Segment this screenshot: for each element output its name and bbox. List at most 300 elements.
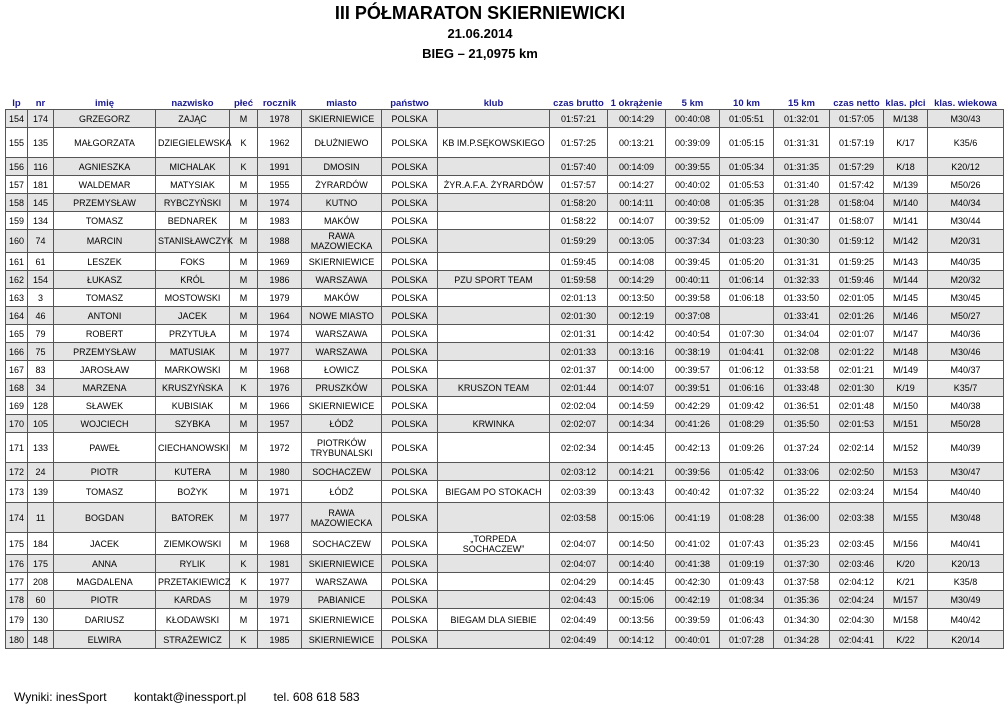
table-row <box>6 481 1004 503</box>
race-distance: BIEG – 21,0975 km <box>422 46 538 61</box>
cell-gross-time: 02:03:58 <box>550 503 608 533</box>
cell-last-name: FOKS <box>156 253 230 271</box>
cell-city: RAWA MAZOWIECKA <box>302 230 382 253</box>
col-header-birth-year: rocznik <box>258 91 302 110</box>
cell-birth-year: 1986 <box>258 271 302 289</box>
cell-split-5km: 00:37:34 <box>666 230 720 253</box>
cell-club <box>438 503 550 533</box>
cell-net-time: 02:03:45 <box>830 533 884 555</box>
cell-split-5km: 00:41:38 <box>666 555 720 573</box>
cell-first-name: DARIUSZ <box>54 609 156 631</box>
cell-split-5km: 00:42:29 <box>666 397 720 415</box>
col-header-country: państwo <box>382 91 438 110</box>
cell-lp: 159 <box>6 212 28 230</box>
cell-lp: 180 <box>6 631 28 649</box>
cell-split-10km: 01:09:26 <box>720 433 774 463</box>
cell-age-rank: M20/31 <box>928 230 1004 253</box>
cell-age-rank: M40/40 <box>928 481 1004 503</box>
cell-gender-rank: M/138 <box>884 110 928 128</box>
cell-split-10km: 01:08:28 <box>720 503 774 533</box>
event-date: 21.06.2014 <box>447 26 513 41</box>
cell-last-name: MATYSIAK <box>156 176 230 194</box>
cell-first-name: MARZENA <box>54 379 156 397</box>
cell-gender-rank: M/151 <box>884 415 928 433</box>
cell-bib-number: 3 <box>28 289 54 307</box>
cell-net-time: 02:04:12 <box>830 573 884 591</box>
cell-gender: M <box>230 397 258 415</box>
cell-gender: M <box>230 361 258 379</box>
cell-city: WARSZAWA <box>302 343 382 361</box>
cell-lap-1: 00:13:16 <box>608 343 666 361</box>
cell-country: POLSKA <box>382 503 438 533</box>
cell-split-15km: 01:33:50 <box>774 289 830 307</box>
col-header-last-name: nazwisko <box>156 91 230 110</box>
cell-split-15km: 01:32:33 <box>774 271 830 289</box>
cell-lap-1: 00:13:56 <box>608 609 666 631</box>
cell-split-10km: 01:05:53 <box>720 176 774 194</box>
cell-split-15km: 01:35:23 <box>774 533 830 555</box>
cell-age-rank: M50/26 <box>928 176 1004 194</box>
cell-gender-rank: K/20 <box>884 555 928 573</box>
cell-country: POLSKA <box>382 591 438 609</box>
cell-gender: M <box>230 609 258 631</box>
cell-gross-time: 02:04:29 <box>550 573 608 591</box>
cell-lp: 166 <box>6 343 28 361</box>
cell-age-rank: K20/12 <box>928 158 1004 176</box>
cell-gross-time: 02:01:13 <box>550 289 608 307</box>
cell-age-rank: M40/41 <box>928 533 1004 555</box>
cell-gross-time: 02:02:07 <box>550 415 608 433</box>
cell-lp: 164 <box>6 307 28 325</box>
col-header-5km: 5 km <box>666 91 720 110</box>
cell-split-10km: 01:06:43 <box>720 609 774 631</box>
cell-lp: 177 <box>6 573 28 591</box>
cell-split-5km: 00:42:13 <box>666 433 720 463</box>
table-row <box>6 253 1004 271</box>
cell-first-name: WALDEMAR <box>54 176 156 194</box>
cell-club <box>438 433 550 463</box>
cell-bib-number: 154 <box>28 271 54 289</box>
cell-lp: 168 <box>6 379 28 397</box>
cell-country: POLSKA <box>382 533 438 555</box>
cell-gross-time: 01:58:22 <box>550 212 608 230</box>
cell-lp: 154 <box>6 110 28 128</box>
cell-gender-rank: M/139 <box>884 176 928 194</box>
cell-gross-time: 02:03:39 <box>550 481 608 503</box>
cell-last-name: JACEK <box>156 307 230 325</box>
cell-birth-year: 1978 <box>258 110 302 128</box>
cell-birth-year: 1979 <box>258 591 302 609</box>
cell-gender: M <box>230 503 258 533</box>
col-header-age-rank: klas. wiekowa <box>928 91 1004 110</box>
cell-lap-1: 00:13:43 <box>608 481 666 503</box>
cell-club: KRWINKA <box>438 415 550 433</box>
cell-lap-1: 00:15:06 <box>608 503 666 533</box>
cell-first-name: MARCIN <box>54 230 156 253</box>
cell-bib-number: 105 <box>28 415 54 433</box>
cell-gender-rank: M/158 <box>884 609 928 631</box>
cell-city: DŁUŻNIEWO <box>302 128 382 158</box>
cell-lp: 175 <box>6 533 28 555</box>
cell-club <box>438 110 550 128</box>
cell-split-10km: 01:08:34 <box>720 591 774 609</box>
cell-split-15km: 01:31:31 <box>774 128 830 158</box>
cell-age-rank: K20/14 <box>928 631 1004 649</box>
cell-gross-time: 02:04:07 <box>550 555 608 573</box>
cell-city: ŁÓDŹ <box>302 415 382 433</box>
cell-gross-time: 01:58:20 <box>550 194 608 212</box>
cell-city: SKIERNIEWICE <box>302 609 382 631</box>
cell-first-name: ROBERT <box>54 325 156 343</box>
cell-gender-rank: M/154 <box>884 481 928 503</box>
cell-birth-year: 1977 <box>258 343 302 361</box>
cell-gender: M <box>230 230 258 253</box>
footer-contact-email: kontakt@inessport.pl <box>133 690 247 704</box>
cell-club: BIEGAM PO STOKACH <box>438 481 550 503</box>
cell-gross-time: 01:57:25 <box>550 128 608 158</box>
cell-gross-time: 02:03:12 <box>550 463 608 481</box>
cell-club <box>438 361 550 379</box>
table-row <box>6 343 1004 361</box>
cell-split-5km: 00:38:19 <box>666 343 720 361</box>
cell-split-15km: 01:31:31 <box>774 253 830 271</box>
cell-city: MAKÓW <box>302 289 382 307</box>
col-header-net-time: czas netto <box>830 91 884 110</box>
cell-country: POLSKA <box>382 325 438 343</box>
cell-city: SOCHACZEW <box>302 533 382 555</box>
cell-bib-number: 133 <box>28 433 54 463</box>
cell-gender-rank: M/147 <box>884 325 928 343</box>
cell-split-5km: 00:39:52 <box>666 212 720 230</box>
cell-birth-year: 1977 <box>258 503 302 533</box>
cell-gender-rank: M/149 <box>884 361 928 379</box>
cell-split-5km: 00:40:01 <box>666 631 720 649</box>
cell-gender-rank: M/145 <box>884 289 928 307</box>
cell-last-name: MARKOWSKI <box>156 361 230 379</box>
cell-net-time: 02:01:53 <box>830 415 884 433</box>
cell-bib-number: 145 <box>28 194 54 212</box>
cell-first-name: PIOTR <box>54 591 156 609</box>
cell-split-15km: 01:32:01 <box>774 110 830 128</box>
cell-lap-1: 00:14:45 <box>608 433 666 463</box>
cell-split-15km: 01:35:50 <box>774 415 830 433</box>
cell-last-name: MOSTOWSKI <box>156 289 230 307</box>
cell-lap-1: 00:14:34 <box>608 415 666 433</box>
cell-age-rank: M40/38 <box>928 397 1004 415</box>
cell-first-name: MAGDALENA <box>54 573 156 591</box>
cell-split-15km: 01:34:30 <box>774 609 830 631</box>
cell-country: POLSKA <box>382 397 438 415</box>
cell-lap-1: 00:14:00 <box>608 361 666 379</box>
cell-lap-1: 00:14:27 <box>608 176 666 194</box>
cell-lp: 165 <box>6 325 28 343</box>
cell-lap-1: 00:15:06 <box>608 591 666 609</box>
cell-age-rank: M40/35 <box>928 253 1004 271</box>
cell-lap-1: 00:14:07 <box>608 212 666 230</box>
cell-gender: M <box>230 194 258 212</box>
cell-lap-1: 00:14:21 <box>608 463 666 481</box>
table-row <box>6 415 1004 433</box>
event-title: III PÓŁMARATON SKIERNIEWICKI <box>334 3 626 23</box>
cell-net-time: 01:59:46 <box>830 271 884 289</box>
table-row <box>6 271 1004 289</box>
cell-gender: K <box>230 158 258 176</box>
cell-split-15km: 01:34:04 <box>774 325 830 343</box>
cell-birth-year: 1971 <box>258 481 302 503</box>
table-row <box>6 361 1004 379</box>
header-row <box>6 91 1004 110</box>
cell-first-name: SŁAWEK <box>54 397 156 415</box>
cell-last-name: KARDAS <box>156 591 230 609</box>
cell-gender-rank: K/19 <box>884 379 928 397</box>
cell-first-name: PAWEŁ <box>54 433 156 463</box>
cell-gross-time: 02:04:43 <box>550 591 608 609</box>
col-header-first-name: imię <box>54 91 156 110</box>
cell-birth-year: 1991 <box>258 158 302 176</box>
cell-last-name: DZIEGIELEWSKA <box>156 128 230 158</box>
cell-birth-year: 1977 <box>258 573 302 591</box>
cell-gender-rank: M/141 <box>884 212 928 230</box>
table-row <box>6 176 1004 194</box>
cell-lp: 161 <box>6 253 28 271</box>
cell-last-name: MICHALAK <box>156 158 230 176</box>
cell-bib-number: 184 <box>28 533 54 555</box>
cell-birth-year: 1983 <box>258 212 302 230</box>
table-row <box>6 609 1004 631</box>
cell-city: PABIANICE <box>302 591 382 609</box>
cell-age-rank: M20/32 <box>928 271 1004 289</box>
cell-gender-rank: M/144 <box>884 271 928 289</box>
cell-first-name: PIOTR <box>54 463 156 481</box>
cell-birth-year: 1969 <box>258 253 302 271</box>
cell-city: ŁÓDŹ <box>302 481 382 503</box>
cell-country: POLSKA <box>382 379 438 397</box>
cell-lp: 156 <box>6 158 28 176</box>
cell-split-5km: 00:40:08 <box>666 194 720 212</box>
cell-club <box>438 463 550 481</box>
cell-net-time: 02:04:41 <box>830 631 884 649</box>
cell-gender: K <box>230 555 258 573</box>
cell-split-10km: 01:06:12 <box>720 361 774 379</box>
cell-lap-1: 00:14:40 <box>608 555 666 573</box>
cell-split-15km: 01:35:22 <box>774 481 830 503</box>
cell-age-rank: M30/48 <box>928 503 1004 533</box>
cell-bib-number: 174 <box>28 110 54 128</box>
cell-country: POLSKA <box>382 158 438 176</box>
cell-country: POLSKA <box>382 230 438 253</box>
cell-lap-1: 00:14:08 <box>608 253 666 271</box>
table-row <box>6 128 1004 158</box>
table-row <box>6 212 1004 230</box>
cell-last-name: CIECHANOWSKI <box>156 433 230 463</box>
cell-age-rank: M40/36 <box>928 325 1004 343</box>
cell-last-name: ZIEMKOWSKI <box>156 533 230 555</box>
cell-gender-rank: M/156 <box>884 533 928 555</box>
cell-first-name: ELWIRA <box>54 631 156 649</box>
cell-lp: 169 <box>6 397 28 415</box>
cell-last-name: PRZYTUŁA <box>156 325 230 343</box>
cell-club <box>438 212 550 230</box>
cell-split-15km: 01:34:28 <box>774 631 830 649</box>
cell-first-name: AGNIESZKA <box>54 158 156 176</box>
cell-city: SKIERNIEWICE <box>302 555 382 573</box>
cell-gross-time: 01:57:21 <box>550 110 608 128</box>
cell-net-time: 02:01:26 <box>830 307 884 325</box>
table-row <box>6 194 1004 212</box>
cell-split-5km: 00:39:56 <box>666 463 720 481</box>
table-row <box>6 110 1004 128</box>
cell-bib-number: 134 <box>28 212 54 230</box>
cell-split-15km: 01:33:41 <box>774 307 830 325</box>
cell-split-15km: 01:37:30 <box>774 555 830 573</box>
cell-lap-1: 00:14:11 <box>608 194 666 212</box>
cell-split-5km: 00:39:59 <box>666 609 720 631</box>
cell-split-10km: 01:04:41 <box>720 343 774 361</box>
cell-first-name: ŁUKASZ <box>54 271 156 289</box>
cell-net-time: 02:01:30 <box>830 379 884 397</box>
table-row <box>6 307 1004 325</box>
cell-split-5km: 00:41:26 <box>666 415 720 433</box>
cell-gross-time: 01:57:40 <box>550 158 608 176</box>
cell-split-10km: 01:09:19 <box>720 555 774 573</box>
cell-split-15km: 01:33:58 <box>774 361 830 379</box>
cell-gender-rank: M/142 <box>884 230 928 253</box>
col-header-15km: 15 km <box>774 91 830 110</box>
cell-gender: M <box>230 415 258 433</box>
cell-bib-number: 60 <box>28 591 54 609</box>
cell-age-rank: M40/34 <box>928 194 1004 212</box>
cell-birth-year: 1974 <box>258 194 302 212</box>
cell-split-5km: 00:39:58 <box>666 289 720 307</box>
cell-gender: M <box>230 253 258 271</box>
cell-split-5km: 00:42:19 <box>666 591 720 609</box>
title-block <box>0 2 960 62</box>
cell-split-10km: 01:05:20 <box>720 253 774 271</box>
cell-split-10km: 01:08:29 <box>720 415 774 433</box>
table-row <box>6 325 1004 343</box>
table-row <box>6 533 1004 555</box>
cell-last-name: KRÓL <box>156 271 230 289</box>
cell-lp: 176 <box>6 555 28 573</box>
cell-split-15km: 01:37:24 <box>774 433 830 463</box>
cell-country: POLSKA <box>382 609 438 631</box>
cell-city: MAKÓW <box>302 212 382 230</box>
cell-lap-1: 00:13:05 <box>608 230 666 253</box>
cell-bib-number: 79 <box>28 325 54 343</box>
cell-birth-year: 1988 <box>258 230 302 253</box>
cell-lap-1: 00:14:45 <box>608 573 666 591</box>
cell-first-name: ANNA <box>54 555 156 573</box>
cell-age-rank: M50/28 <box>928 415 1004 433</box>
cell-split-15km: 01:35:36 <box>774 591 830 609</box>
cell-club: ŻYR.A.F.A. ŻYRARDÓW <box>438 176 550 194</box>
cell-split-5km: 00:39:55 <box>666 158 720 176</box>
cell-first-name: BOGDAN <box>54 503 156 533</box>
cell-lap-1: 00:14:50 <box>608 533 666 555</box>
cell-club: PZU SPORT TEAM <box>438 271 550 289</box>
cell-country: POLSKA <box>382 110 438 128</box>
cell-gross-time: 01:57:57 <box>550 176 608 194</box>
cell-split-15km: 01:33:48 <box>774 379 830 397</box>
cell-age-rank: M40/37 <box>928 361 1004 379</box>
cell-first-name: TOMASZ <box>54 481 156 503</box>
cell-lap-1: 00:14:29 <box>608 110 666 128</box>
cell-last-name: ZAJĄC <box>156 110 230 128</box>
footer-results-by: Wyniki: inesSport <box>14 690 107 704</box>
cell-bib-number: 175 <box>28 555 54 573</box>
cell-split-10km: 01:05:34 <box>720 158 774 176</box>
cell-first-name: TOMASZ <box>54 289 156 307</box>
cell-split-15km: 01:37:58 <box>774 573 830 591</box>
cell-split-10km: 01:05:09 <box>720 212 774 230</box>
table-row <box>6 573 1004 591</box>
cell-lap-1: 00:14:59 <box>608 397 666 415</box>
cell-country: POLSKA <box>382 415 438 433</box>
cell-country: POLSKA <box>382 433 438 463</box>
footer-phone: tel. 608 618 583 <box>273 690 360 704</box>
cell-country: POLSKA <box>382 631 438 649</box>
table-row <box>6 379 1004 397</box>
cell-bib-number: 75 <box>28 343 54 361</box>
cell-lap-1: 00:13:21 <box>608 128 666 158</box>
cell-age-rank: M30/47 <box>928 463 1004 481</box>
cell-split-5km: 00:41:02 <box>666 533 720 555</box>
cell-country: POLSKA <box>382 194 438 212</box>
cell-age-rank: M30/44 <box>928 212 1004 230</box>
cell-country: POLSKA <box>382 361 438 379</box>
cell-split-15km: 01:36:51 <box>774 397 830 415</box>
cell-last-name: BATOREK <box>156 503 230 533</box>
cell-gender: K <box>230 379 258 397</box>
cell-club <box>438 253 550 271</box>
cell-bib-number: 11 <box>28 503 54 533</box>
cell-club <box>438 573 550 591</box>
cell-net-time: 02:02:14 <box>830 433 884 463</box>
cell-split-5km: 00:42:30 <box>666 573 720 591</box>
table-row <box>6 555 1004 573</box>
cell-club: BIEGAM DLA SIEBIE <box>438 609 550 631</box>
cell-first-name: TOMASZ <box>54 212 156 230</box>
cell-split-10km: 01:09:42 <box>720 397 774 415</box>
cell-country: POLSKA <box>382 463 438 481</box>
cell-gender-rank: M/150 <box>884 397 928 415</box>
cell-gender: M <box>230 325 258 343</box>
cell-bib-number: 148 <box>28 631 54 649</box>
cell-first-name: JACEK <box>54 533 156 555</box>
cell-gender: M <box>230 110 258 128</box>
cell-split-5km: 00:40:11 <box>666 271 720 289</box>
cell-age-rank: K35/7 <box>928 379 1004 397</box>
cell-gross-time: 02:04:07 <box>550 533 608 555</box>
cell-lp: 171 <box>6 433 28 463</box>
cell-birth-year: 1966 <box>258 397 302 415</box>
cell-city: ŁOWICZ <box>302 361 382 379</box>
cell-lp: 172 <box>6 463 28 481</box>
col-header-gross-time: czas brutto <box>550 91 608 110</box>
cell-country: POLSKA <box>382 271 438 289</box>
cell-gross-time: 02:01:37 <box>550 361 608 379</box>
cell-birth-year: 1957 <box>258 415 302 433</box>
cell-split-10km: 01:05:42 <box>720 463 774 481</box>
cell-lp: 158 <box>6 194 28 212</box>
cell-net-time: 01:57:42 <box>830 176 884 194</box>
cell-lap-1: 00:14:29 <box>608 271 666 289</box>
cell-gender-rank: K/18 <box>884 158 928 176</box>
cell-split-10km: 01:07:43 <box>720 533 774 555</box>
cell-bib-number: 24 <box>28 463 54 481</box>
cell-split-10km <box>720 307 774 325</box>
cell-net-time: 01:59:12 <box>830 230 884 253</box>
